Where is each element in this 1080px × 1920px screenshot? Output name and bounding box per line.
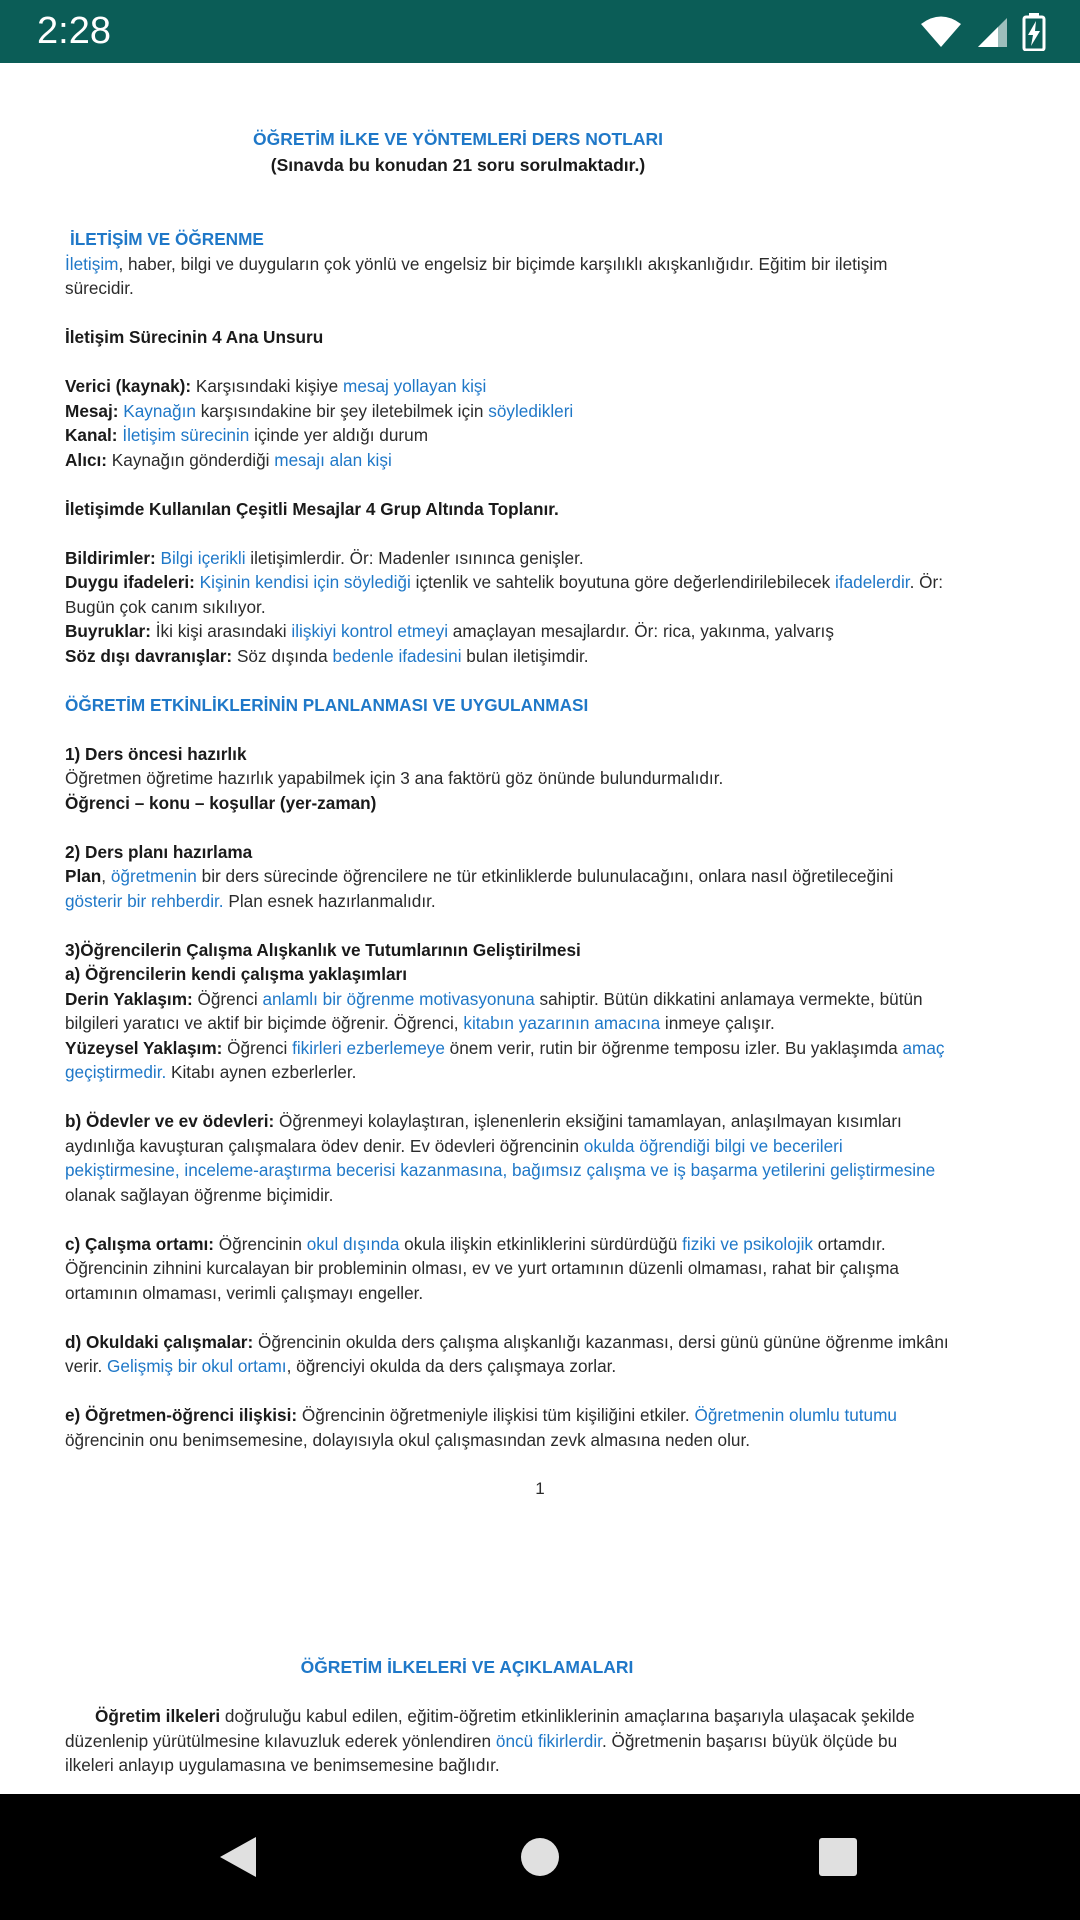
paragraph-principles-line2: düzenlenip yürütülmesine kılavuzluk ederek yönlendiren öncü fikirlerdir. Öğretmenin başarısı büyük ölçüde bu [65,1730,898,1751]
subheading-study-approaches: a) Öğrencilerin kendi çalışma yaklaşımları [65,964,408,984]
home-button[interactable] [510,1827,570,1887]
list-item-message: Söz dışı davranışlar: Söz dışında bedenle ifadesini bulan iletişimdir. [65,645,589,666]
paragraph-homework-line2: aydınlığa kavuşturan çalışmalara ödev denir. Ev ödevleri öğrencinin okulda öğrendiği bilgi ve becerileri [65,1135,843,1156]
paragraph-school-study: d) Okuldaki çalışmalar: Öğrencinin okulda ders çalışma alışkanlığı kazanması, dersi günü gününe öğrenme imkânı [65,1331,949,1352]
section-heading-planning: ÖĞRETİM ETKİNLİKLERİNİN PLANLANMASI VE UYGULANMASI [65,694,589,715]
paragraph-teacher-student-line2: öğrencinin onu benimsemesine, dolayısıyla okul çalışmasından zevk almasına neden olur. [65,1429,751,1450]
paragraph-communication-intro-line2: sürecidir. [65,278,134,298]
intro-lead: İletişim [65,253,119,274]
status-time: 2:28 [37,10,111,52]
list-item-element: Verici (kaynak): Karşısındaki kişiye mesaj yollayan kişi [65,376,487,396]
paragraph-homework: b) Ödevler ve ev ödevleri: Öğrenmeyi kolaylaştıran, işlenenlerin eksiğini tamamlayan, anlaşılmayan kısımları [65,1111,902,1131]
document-subtitle: (Sınavda bu konudan 21 soru sorulmaktadır.) [270,155,646,175]
paragraph-preparation: Öğretmen öğretime hazırlık yapabilmek için 3 ana faktörü göz önünde bulundurmalıdır. [65,768,724,788]
paragraph-homework-line3: pekiştirmesine, inceleme-araştırma becerisi kazanmasına, bağımsız çalışma ve iş başarma yetilerini geliştirmesine [65,1160,936,1180]
navigation-bar [0,1794,1080,1920]
list-item-message: Bildirimler: Bilgi içerikli iletişimlerdir. Ör: Madenler ısınınca genişler. [65,547,584,568]
status-icons [920,12,1046,52]
recents-button[interactable] [808,1827,868,1887]
paragraph-preparation-bold: Öğrenci – konu – koşullar (yer-zaman) [65,792,377,813]
battery-charging-icon [1022,13,1046,51]
paragraph-teacher-student: e) Öğretmen-öğrenci ilişkisi: Öğrencinin öğretmeniyle ilişkisi tüm kişiliğini etkiler. Öğretmenin olumlu tutumu [65,1405,897,1425]
paragraph-lesson-plan-line2: gösterir bir rehberdir. Plan esnek hazırlanmalıdır. [65,890,436,911]
subheading-preparation: 1) Ders öncesi hazırlık [65,743,247,764]
paragraph-study-environment-line3: ortamının olmaması, verimli çalışmayı engeller. [65,1282,424,1303]
paragraph-surface-approach: Yüzeysel Yaklaşım: Öğrenci fikirleri ezberlemeye önem verir, rutin bir öğrenme temposu izler. Bu yaklaşımda amaç [65,1037,945,1058]
paragraph-principles-line3: ilkeleri anlayıp uygulamasına ve benimsemesine bağlıdır. [65,1755,500,1775]
subheading-messages: İletişimde Kullanılan Çeşitli Mesajlar 4 Grup Altında Toplanır. [65,498,559,519]
paragraph-study-environment: c) Çalışma ortamı: Öğrencinin okul dışında okula ilişkin etkinliklerini sürdürdüğü fiziki ve psikolojik ortamdır. [65,1233,886,1254]
pdf-document-view[interactable] [0,63,1080,1794]
page-number: 1 [535,1479,545,1498]
subheading-study-habits: 3)Öğrencilerin Çalışma Alışkanlık ve Tutumlarının Geliştirilmesi [65,939,581,960]
list-item-message: Buyruklar: İki kişi arasındaki ilişkiyi kontrol etmeyi amaçlayan mesajlardır. Ör: rica, yakınma, yalvarış [65,621,834,641]
paragraph-homework-line4: olanak sağlayan öğrenme biçimidir. [65,1184,334,1205]
list-item-element: Alıcı: Kaynağın gönderdiği mesajı alan kişi [65,449,392,470]
list-item-element: Mesaj: Kaynağın karşısındakine bir şey iletebilmek için söyledikleri [65,400,574,421]
subheading-elements: İletişim Sürecinin 4 Ana Unsuru [65,327,324,347]
paragraph-principles: Öğretim ilkeleri doğruluğu kabul edilen, eğitim-öğretim etkinliklerinin amaçlarına başarıyla ulaşacak şekilde [95,1706,915,1726]
page-1-content [65,227,1020,1452]
page-2-heading: ÖĞRETİM İLKELERİ VE AÇIKLAMALARI [300,1657,634,1677]
list-item-element: Kanal: İletişim sürecinin içinde yer aldığı durum [65,425,429,445]
back-button[interactable] [208,1827,268,1887]
paragraph-lesson-plan: Plan, öğretmenin bir ders sürecinde öğrencilere ne tür etkinliklerde bulunulacağını, onlara nasıl öğretileceğini [65,866,894,886]
recents-icon [818,1837,858,1877]
paragraph-surface-approach-line2: geçiştirmedir. Kitabı aynen ezberlerler. [65,1062,357,1082]
status-bar [0,0,1080,63]
intro-rest: , haber, bilgi ve duyguların çok yönlü ve engelsiz bir biçimde karşılıklı akışkanlığıdır. Eğitim bir iletişim [118,253,888,274]
paragraph-study-environment-line2: Öğrencinin zihnini kurcalayan bir probleminin olması, ev ve yurt ortamının düzenli olmaması, rahat bir çalışma [65,1258,899,1278]
back-icon [216,1833,260,1881]
signal-icon [976,16,1008,48]
wifi-icon [920,16,962,48]
list-item-message: Duygu ifadeleri: Kişinin kendisi için söylediği içtenlik ve sahtelik boyutuna göre değerlendirilebilecek ifadelerdir. Ör: [65,572,943,592]
paragraph-school-study-line2: verir. Gelişmiş bir okul ortamı, öğrenciyi okulda da ders çalışmaya zorlar. [65,1356,617,1376]
document-title: ÖĞRETİM İLKE VE YÖNTEMLERİ DERS NOTLARI [253,129,663,149]
paragraph-communication-intro [65,252,1020,277]
paragraph-deep-approach-line2: bilgileri yaratıcı ve aktif bir biçimde öğrenir. Öğrenci, kitabın yazarının amacına inmeye çalışır. [65,1013,775,1033]
home-icon [520,1837,560,1877]
section-heading-communication: İLETİŞİM VE ÖĞRENME [70,229,264,249]
subheading-lesson-plan: 2) Ders planı hazırlama [65,841,253,862]
paragraph-deep-approach: Derin Yaklaşım: Öğrenci anlamlı bir öğrenme motivasyonuna sahiptir. Bütün dikkatini anlamaya vermekte, bütün [65,988,923,1009]
page-2-content [65,1704,1020,1778]
list-item-message-line2: Bugün çok canım sıkılıyor. [65,596,266,617]
